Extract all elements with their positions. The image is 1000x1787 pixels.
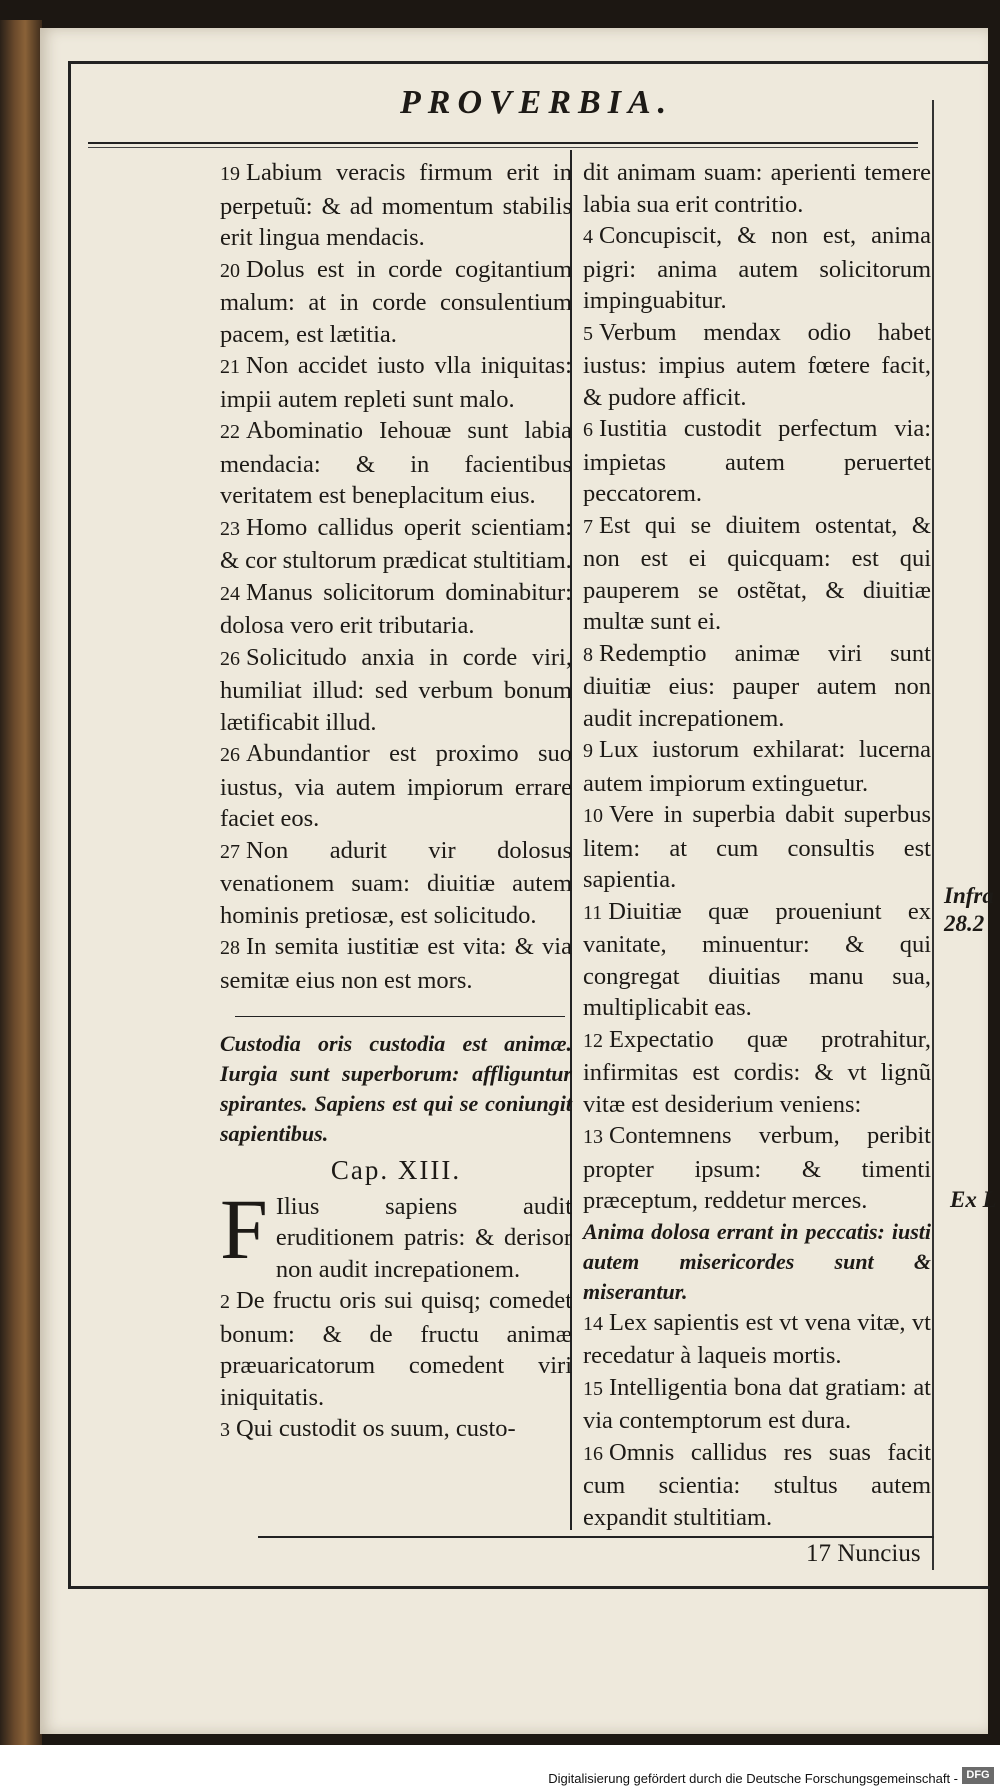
verse xyxy=(583,413,931,510)
frame-bottom-rule xyxy=(68,1586,990,1589)
verse-text: Lex sapientis est vt vena vitæ, vt recedatur à laqueis mortis. xyxy=(583,1308,931,1369)
header-rule-thin xyxy=(88,147,918,148)
footer-credit: Digitalisierung gefördert durch die Deutsche Forschungsgemeinschaft - xyxy=(548,1771,958,1786)
verse-text: Abundantior est proximo suo iustus, via autem impiorum errare faciet eos. xyxy=(220,740,572,832)
verse-text: Lux iustorum exhilarat: lucerna autem impiorum extinguetur. xyxy=(583,736,931,797)
right-margin-rule xyxy=(932,100,934,1570)
right-verse-list xyxy=(583,157,931,1217)
catchword: 17 Nuncius xyxy=(806,1540,921,1567)
verse-number: 7 xyxy=(583,515,593,538)
verse-text: Non adurit vir dolosus venationem suam: diuitiæ autem hominis pretiosæ, est solicitudo. xyxy=(220,836,572,929)
verse-text: Est qui se diuitem ostentat, & non est ei quicquam: est qui pauperem se ostẽtat, & diuitiæ multæ sunt ei. xyxy=(583,511,931,635)
verse-number: 28 xyxy=(220,937,240,959)
verse-text: Homo callidus operit scientiam: & cor stultorum prædicat stultitiam. xyxy=(220,513,572,574)
verse-number: 27 xyxy=(220,840,240,863)
verse xyxy=(583,1024,931,1121)
right-italic-note: Anima dolosa errant in peccatis: iusti autem misericordes sunt & miserantur. xyxy=(583,1218,931,1304)
header-rule xyxy=(88,142,918,144)
verse-text: Diuitiæ quæ proueniunt ex vanitate, minuentur: & qui congregat diuitias manu sua, multiplicabit eas. xyxy=(583,897,931,1021)
dfg-logo-badge: DFG xyxy=(962,1767,994,1784)
book-spine xyxy=(0,20,42,1745)
left-verse-list xyxy=(220,157,572,996)
verse-number: 10 xyxy=(583,805,603,827)
verse-text: Verbum mendax odio habet iustus: impius autem fœtere facit, & pudore afficit. xyxy=(583,318,931,411)
verse xyxy=(583,220,931,317)
verse-text: Intelligentia bona dat gratiam: at via contemptorum est dura. xyxy=(583,1373,931,1434)
verse-number: 22 xyxy=(220,421,240,443)
verse-number: 26 xyxy=(220,647,240,670)
verse-text: Dolus est in corde cogitantium malum: at in corde consulentium pacem, est lætitia. xyxy=(220,255,572,348)
verse-text: Vere in superbia dabit superbus litem: at cum consultis est sapientia. xyxy=(583,801,931,893)
margin-note-cross-reference: Infra 28.2 xyxy=(944,883,994,936)
verse-number: 13 xyxy=(583,1126,603,1148)
verse-number: 5 xyxy=(583,322,593,345)
summary-rule xyxy=(235,1016,565,1017)
verse-number: 21 xyxy=(220,356,240,378)
verse-text: Abominatio Iehouæ sunt labia mendacia: & in facientibus veritatem est beneplacitum eius. xyxy=(220,417,572,509)
verse xyxy=(583,510,931,638)
verse-text: Solicitudo anxia in corde viri, humiliat illud: sed verbum bonum lætificabit illud. xyxy=(220,643,572,736)
drop-capital: F xyxy=(220,1180,268,1277)
verse xyxy=(220,738,572,835)
verse xyxy=(220,254,572,351)
verse-text: Redemptio animæ viri sunt diuitiæ eius: pauper autem non audit increpationem. xyxy=(583,639,931,732)
verse xyxy=(583,317,931,414)
chapter-summary: Custodia oris custodia est animæ. Iurgia sunt superborum: affliguntur spirantes. Sapiens est qui se coniungit sapientibus. xyxy=(220,1031,572,1146)
verse-text: Manus solicitorum dominabitur: dolosa vero erit tributaria. xyxy=(220,578,572,639)
verse-number: 16 xyxy=(583,1442,603,1465)
verse-number: 8 xyxy=(583,643,593,666)
verse xyxy=(220,835,572,932)
verse xyxy=(220,512,572,577)
verse xyxy=(220,577,572,642)
verse-number: 20 xyxy=(220,259,240,282)
verse-number: 12 xyxy=(583,1029,603,1052)
verse xyxy=(583,1120,931,1217)
verse xyxy=(220,642,572,739)
chapter-opening-verse xyxy=(220,1180,572,1286)
verse-text: Qui custodit os suum, custo- xyxy=(236,1415,516,1442)
running-title: PROVERBIA. xyxy=(400,84,674,121)
verse xyxy=(220,1285,572,1413)
frame-top-rule xyxy=(68,61,990,64)
verse-text: Expectatio quæ protrahitur, infirmitas est cordis: & vt lignũ vitæ est desiderium veniens: xyxy=(583,1025,931,1118)
verse xyxy=(220,415,572,512)
chapter-opening-text: Ilius sapiens audit eruditionem patris: & derisor non audit increpationem. xyxy=(275,1192,572,1283)
right-column xyxy=(583,157,931,1533)
verse-number: 23 xyxy=(220,517,240,540)
frame-left-rule xyxy=(68,61,71,1587)
verse xyxy=(220,350,572,415)
verse xyxy=(220,1413,572,1447)
verse-text: dit animam suam: aperienti temere labia sua erit contritio. xyxy=(583,159,931,218)
verse-number: 3 xyxy=(220,1419,230,1441)
verse-text: Iustitia custodit perfectum via: impietas autem peruertet peccatorem. xyxy=(583,415,931,507)
verse xyxy=(583,1307,931,1372)
verse xyxy=(583,157,931,220)
verse-number: 2 xyxy=(220,1291,230,1313)
verse-text: In semita iustitiæ est vita: & via semitæ eius non est mors. xyxy=(220,933,572,994)
verse xyxy=(583,638,931,735)
verse xyxy=(220,931,572,996)
verse-text: Contemnens verbum, peribit propter ipsum: & timenti præceptum, reddetur merces. xyxy=(583,1122,931,1214)
chapter-heading: Cap. XIII. xyxy=(330,1155,462,1185)
verse-number: 19 xyxy=(220,163,240,185)
verse-number: 15 xyxy=(583,1377,603,1400)
verse xyxy=(583,1437,931,1534)
verse xyxy=(583,896,931,1024)
verse xyxy=(220,157,572,254)
verse-number: 6 xyxy=(583,419,593,441)
verse-number: 11 xyxy=(583,901,603,924)
left-column xyxy=(220,157,572,1447)
verse-number: 4 xyxy=(583,226,593,248)
verse-text: De fructu oris sui quisq; comedet bonum: & de fructu animæ præuaricatorum comedent viri iniquitatis. xyxy=(220,1287,572,1411)
left-chapter-verse-list xyxy=(220,1285,572,1447)
verse-text: Concupiscit, & non est, anima pigri: anima autem solicitorum impinguabitur. xyxy=(583,222,931,314)
verse-number: 9 xyxy=(583,740,593,762)
verse xyxy=(583,799,931,896)
verse-text: Omnis callidus res suas facit cum scientia: stultus autem expandit stultitiam. xyxy=(583,1438,931,1531)
verse-number: 24 xyxy=(220,582,240,605)
verse-text: Non accidet iusto vlla iniquitas: impii autem repleti sunt malo. xyxy=(220,352,572,413)
verse-text: Labium veracis firmum erit in perpetuũ: & ad momentum stabilis erit lingua mendacis. xyxy=(220,159,572,251)
footer-rule xyxy=(258,1536,934,1538)
verse xyxy=(583,1372,931,1437)
verse xyxy=(583,734,931,799)
right-verse-list-continued xyxy=(583,1307,931,1534)
margin-note-source: Ex L xyxy=(950,1187,997,1212)
verse-number: 26 xyxy=(220,744,240,766)
verse-number: 14 xyxy=(583,1312,603,1335)
